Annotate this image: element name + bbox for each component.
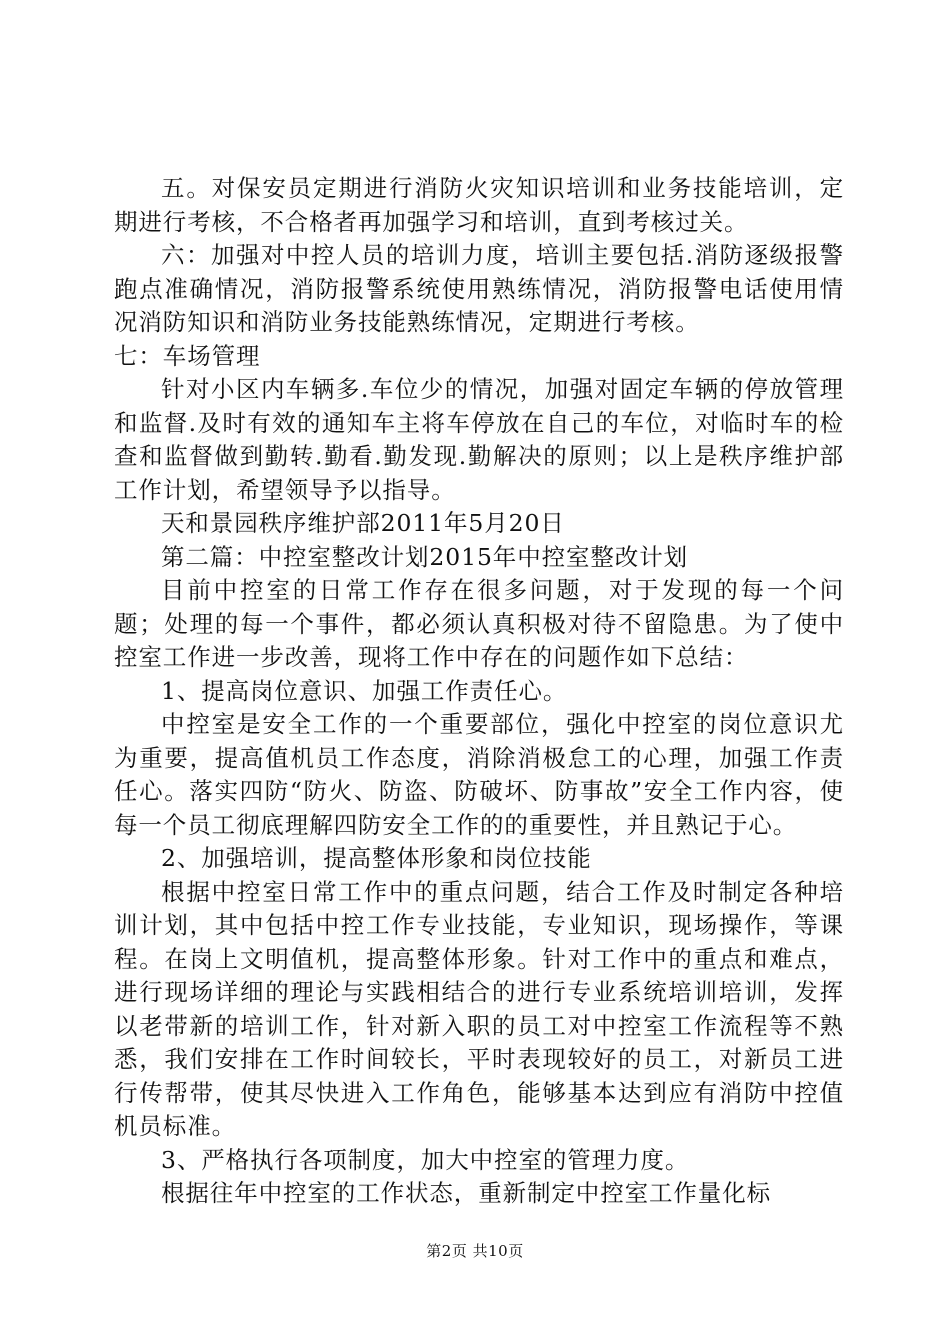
- heading-item-3: 3、严格执行各项制度，加大中控室的管理力度。: [161, 1145, 690, 1174]
- section-heading-parking: 七：车场管理: [114, 341, 261, 370]
- paragraph-item-6: 六：加强对中控人员的培训力度，培训主要包括.消防逐级报警跑点准确情况，消防报警系统使用熟练情况，消防报警电话使用情况消防知识和消防业务技能熟练情况，定期进行考核。: [114, 241, 844, 336]
- signature-line: 天和景园秩序维护部2011年5月20日: [161, 509, 565, 537]
- page-number-footer: 第2页 共10页: [426, 1242, 524, 1260]
- paragraph-parking: 针对小区内车辆多.车位少的情况，加强对固定车辆的停放管理和监督.及时有效的通知车主将车停放在自己的车位，对临时车的检查和监督做到勤转.勤看.勤发现.勤解决的原则；以上是秩序维护部工作计划，希望领导予以指导。: [114, 375, 844, 504]
- paragraph-item-5: 五。对保安员定期进行消防火灾知识培训和业务技能培训，定期进行考核，不合格者再加强学习和培训，直到考核过关。: [114, 174, 844, 236]
- heading-item-2: 2、加强培训，提高整体形象和岗位技能: [161, 844, 592, 872]
- document-body: [114, 172, 844, 1211]
- paragraph-intro: 目前中控室的日常工作存在很多问题，对于发现的每一个问题；处理的每一个事件，都必须认真积极对待不留隐患。为了使中控室工作进一步改善，现将工作中存在的问题作如下总结：: [114, 576, 844, 671]
- paragraph-item-3: 根据往年中控室的工作状态，重新制定中控室工作量化标: [161, 1179, 771, 1207]
- heading-item-1: 1、提高岗位意识、加强工作责任心。: [161, 676, 568, 705]
- paragraph-item-1: 中控室是安全工作的一个重要部位，强化中控室的岗位意识尤为重要，提高值机员工作态度，消除消极怠工的心理，加强工作责任心。落实四防“防火、防盗、防破坏、防事故”安全工作内容，使每一个员工彻底理解四防安全工作的的重要性，并且熟记于心。: [114, 710, 844, 839]
- chapter-title: 第二篇：中控室整改计划2015年中控室整改计划: [161, 542, 689, 571]
- paragraph-item-2: 根据中控室日常工作中的重点问题，结合工作及时制定各种培训计划，其中包括中控工作专业技能，专业知识，现场操作，等课程。在岗上文明值机，提高整体形象。针对工作中的重点和难点，进行现场详细的理论与实践相结合的进行专业系统培训培训，发挥以老带新的培训工作，针对新入职的员工对中控室工作流程等不熟悉，我们安排在工作时间较长，平时表现较好的员工，对新员工进行传帮带，使其尽快进入工作角色，能够基本达到应有消防中控值机员标准。: [114, 877, 844, 1140]
